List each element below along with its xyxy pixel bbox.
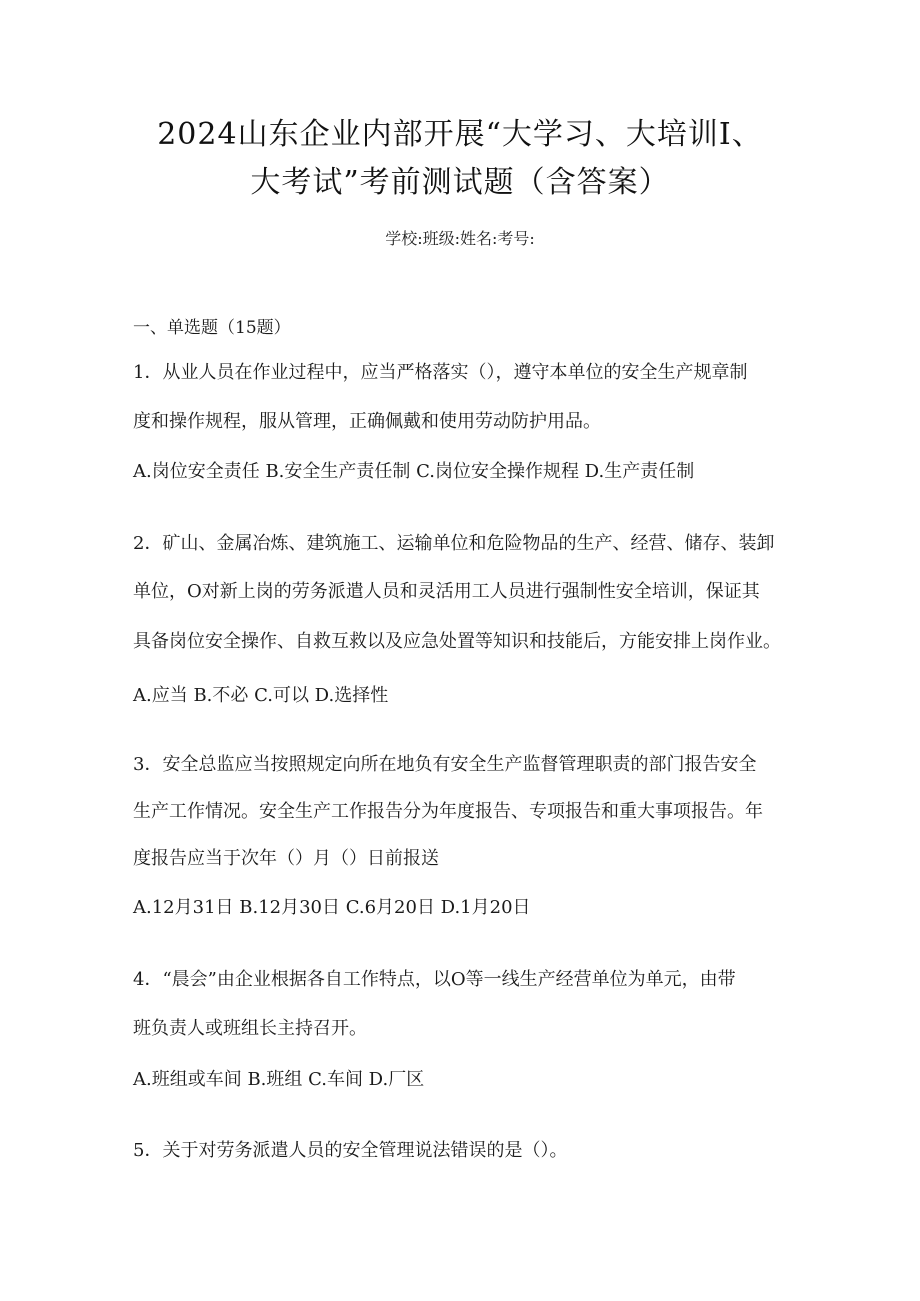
document-title-line-1: 2024山东企业内部开展“大学习、大培训I、 bbox=[157, 117, 763, 152]
question-4-line-1: 4．“晨会”由企业根据各自工作特点，以O等一线生产经营单位为单元，由带 bbox=[133, 969, 736, 990]
question-1-line-2: 度和操作规程，服从管理，正确佩戴和使用劳动防护用品。 bbox=[133, 411, 601, 432]
question-3-line-1: 3．安全总监应当按照规定向所在地负有安全生产监督管理职责的部门报告安全 bbox=[133, 754, 757, 775]
question-1-options: A.岗位安全责任 B.安全生产责任制 C.岗位安全操作规程 D.生产责任制 bbox=[133, 461, 695, 482]
question-1-line-1: 1．从业人员在作业过程中，应当严格落实（），遵守本单位的安全生产规章制 bbox=[133, 362, 748, 383]
question-5-line-1: 5．关于对劳务派遣人员的安全管理说法错误的是（）。 bbox=[133, 1140, 568, 1161]
question-2-line-1: 2．矿山、金属冶炼、建筑施工、运输单位和危险物品的生产、经营、储存、装卸 bbox=[133, 533, 775, 554]
section-heading: 一、单选题（15题） bbox=[133, 318, 291, 338]
question-2-line-3: 具备岗位安全操作、自救互救以及应急处置等知识和技能后，方能安排上岗作业。 bbox=[133, 631, 781, 652]
question-3-line-2: 生产工作情况。安全生产工作报告分为年度报告、专项报告和重大事项报告。年 bbox=[133, 801, 763, 822]
student-info-line: 学校:班级:姓名:考号: bbox=[385, 229, 535, 248]
question-4-options: A.班组或车间 B.班组 C.车间 D.厂区 bbox=[133, 1069, 425, 1090]
question-3-line-3: 度报告应当于次年（）月（）日前报送 bbox=[133, 848, 439, 869]
document-title-line-2: 大考试”考前测试题（含答案） bbox=[250, 165, 670, 200]
question-4-line-2: 班负责人或班组长主持召开。 bbox=[133, 1018, 367, 1039]
question-2-line-2: 单位，O对新上岗的劳务派遣人员和灵活用工人员进行强制性安全培训，保证其 bbox=[133, 581, 760, 602]
question-2-options: A.应当 B.不必 C.可以 D.选择性 bbox=[133, 685, 389, 706]
question-3-options: A.12月31日 B.12月30日 C.6月20日 D.1月20日 bbox=[133, 897, 531, 918]
